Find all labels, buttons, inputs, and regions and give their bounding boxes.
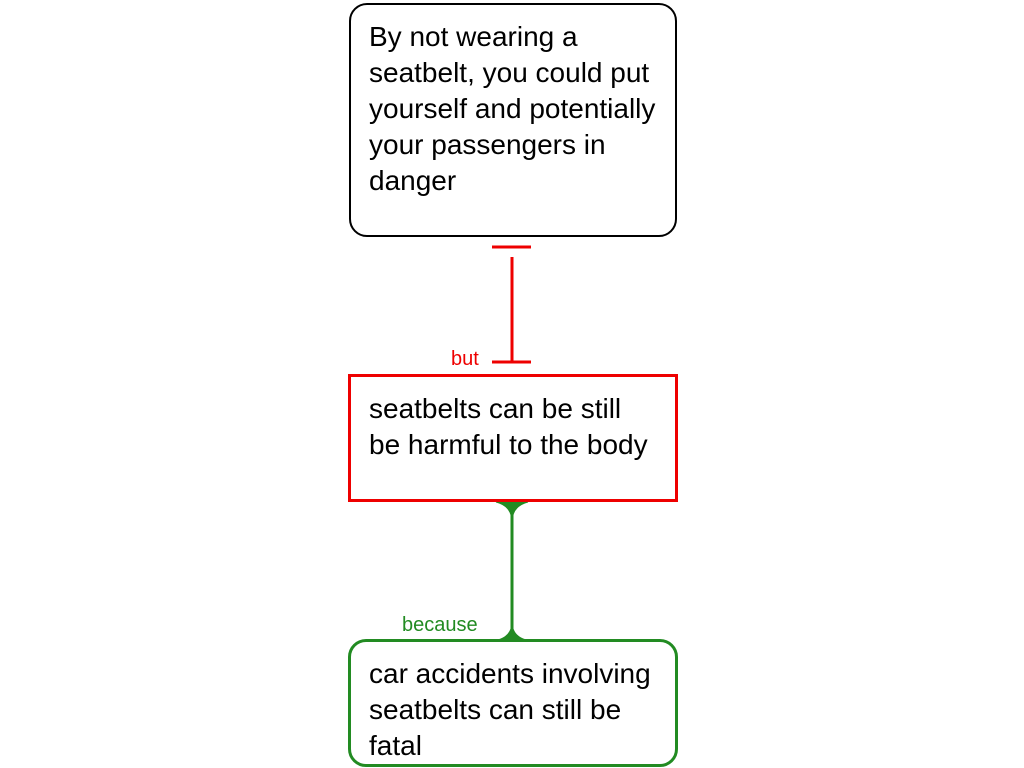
reason-text: car accidents involving seatbelts can still be fatal (369, 658, 651, 761)
claim-text: By not wearing a seatbelt, you could put yourself and potentially your passengers in danger (369, 21, 656, 196)
but-label: but (451, 348, 479, 370)
rebuttal-node (348, 374, 678, 502)
reason-node (348, 639, 678, 767)
because-label: because (402, 614, 478, 636)
claim-node (349, 3, 677, 237)
rebuttal-text: seatbelts can be still be harmful to the body (369, 393, 648, 460)
but-connector (492, 247, 531, 362)
because-connector (496, 502, 528, 640)
